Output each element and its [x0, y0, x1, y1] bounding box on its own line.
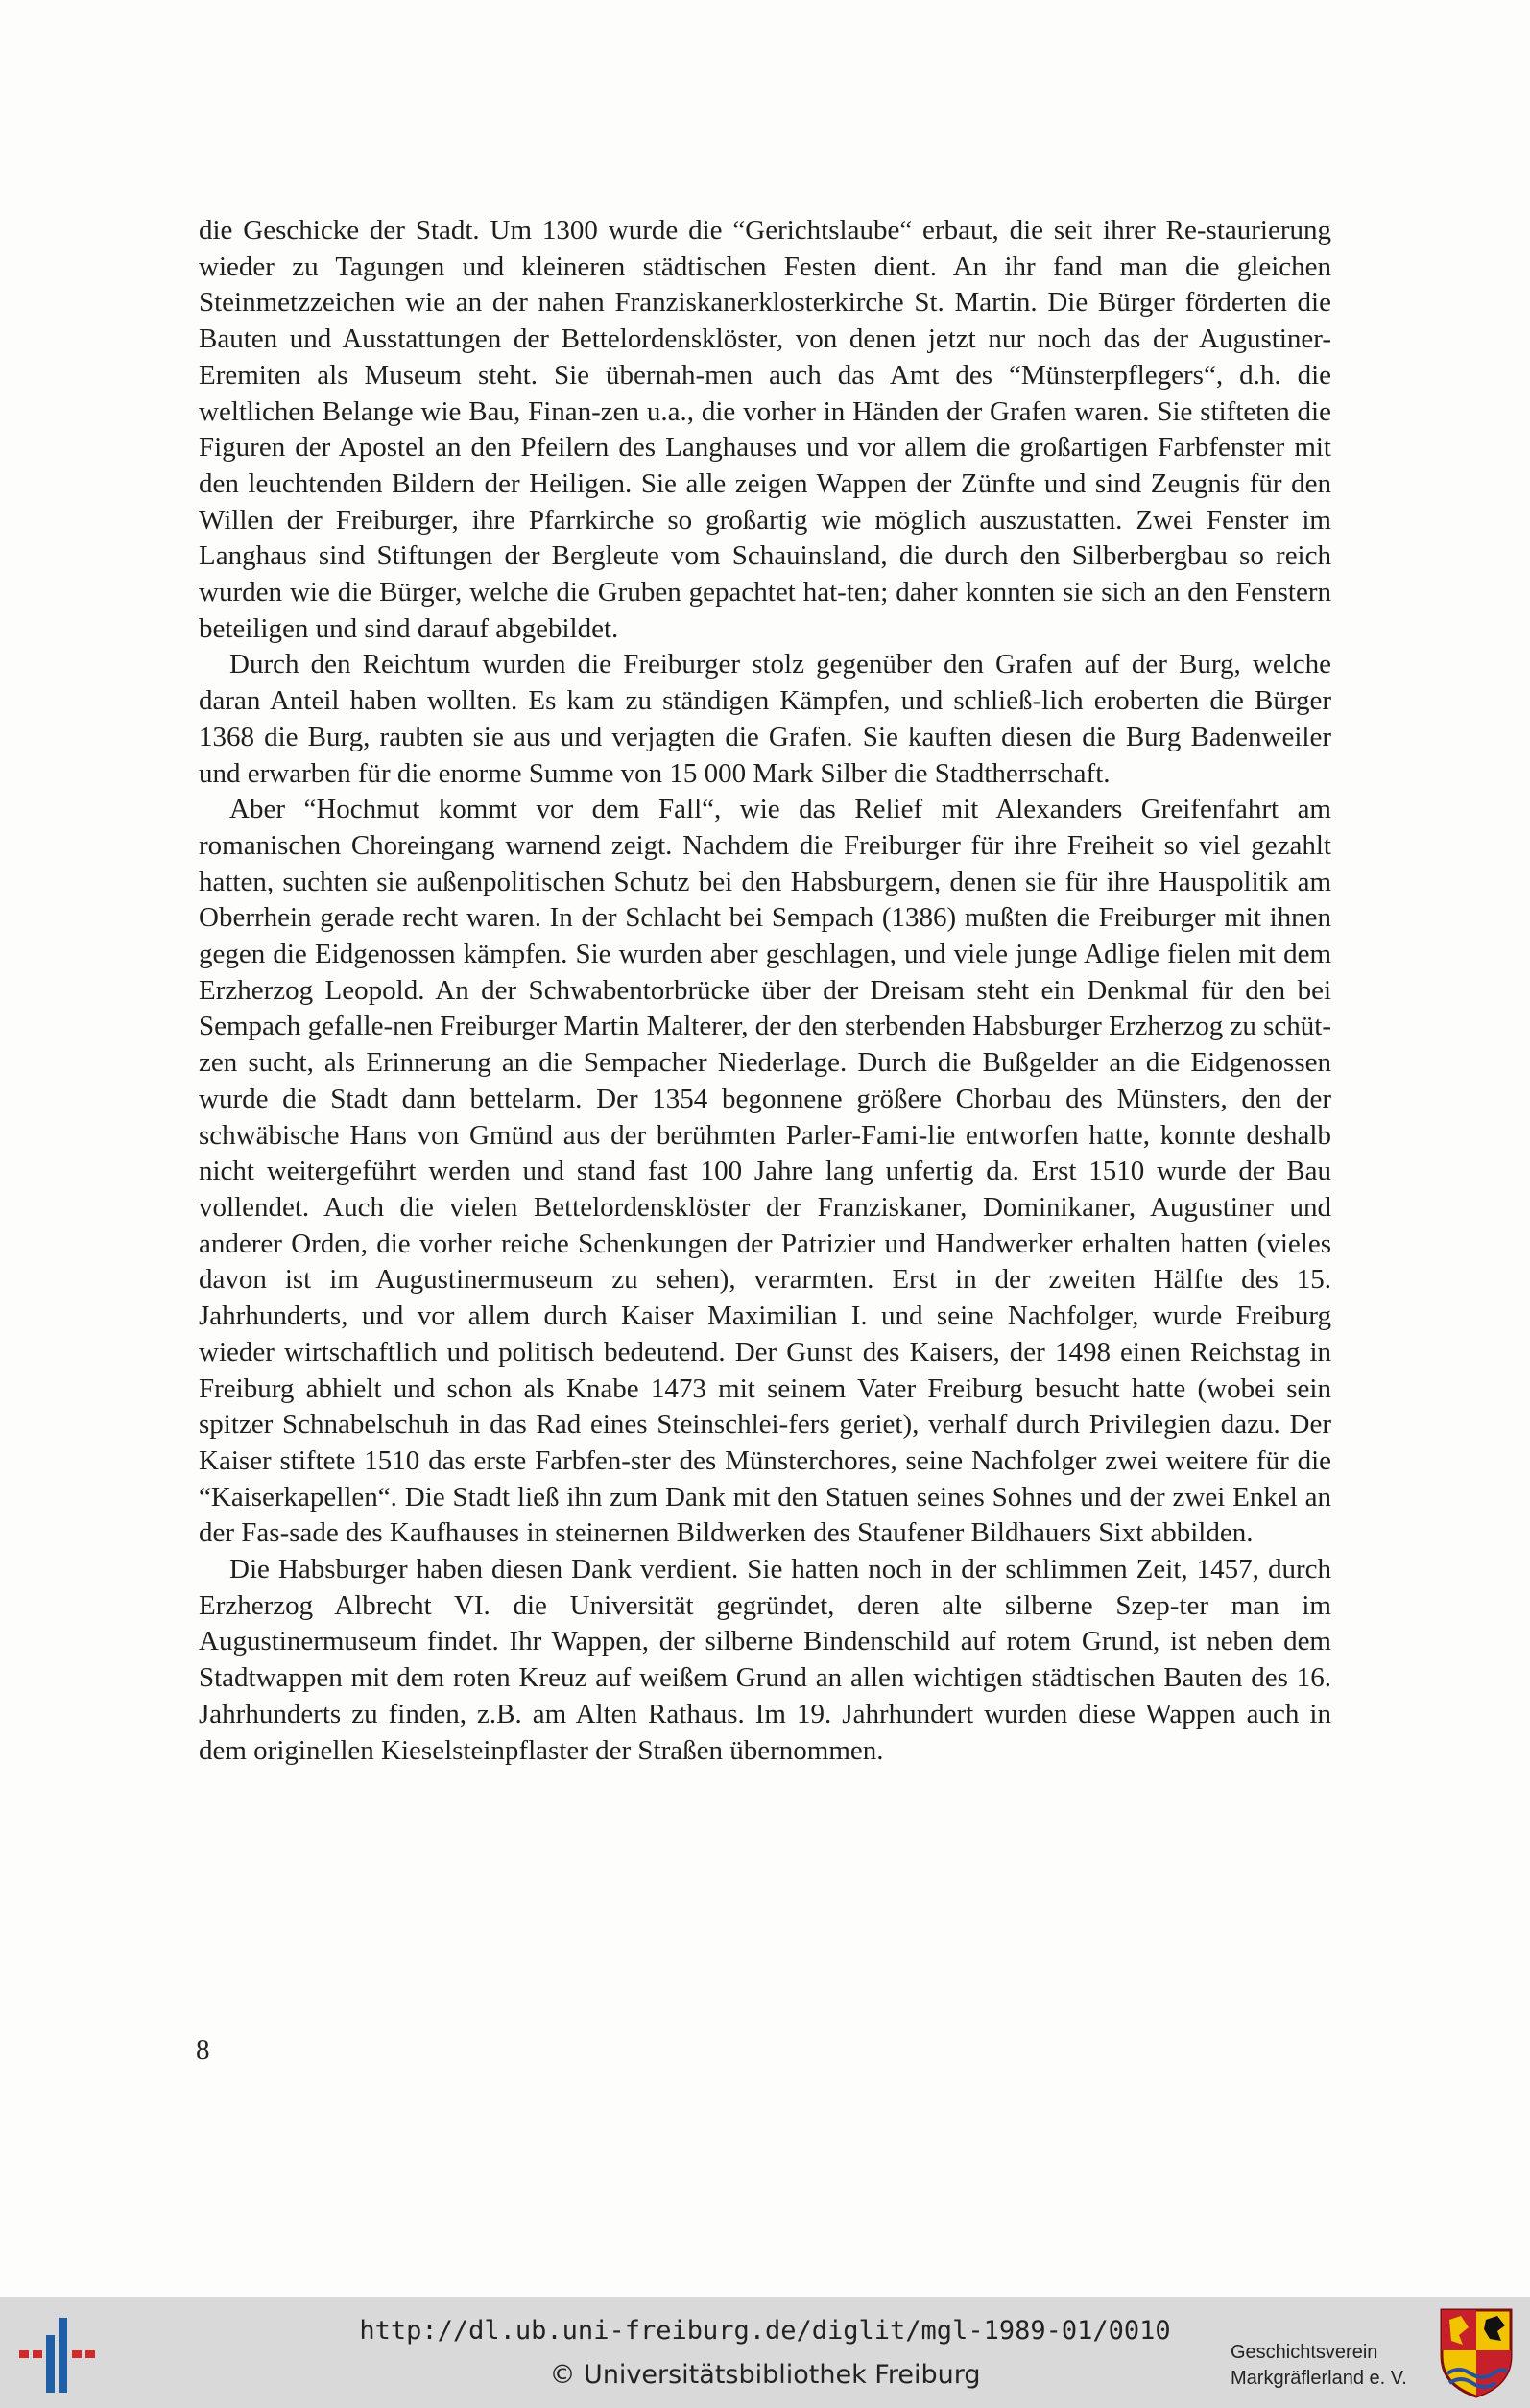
- body-text: [199, 213, 1331, 1769]
- coat-of-arms-icon: [1438, 2306, 1515, 2398]
- paragraph-4: Die Habsburger haben diesen Dank verdient. Sie hatten noch in der schlimmen Zeit, 1457, durch Erzherzog Albrecht VI. die Universität gegründet, deren alte silberne Szep-ter man im Augustinermuseum findet. Ihr Wappen, der silberne Bindenschild auf rotem Grund, ist neben dem Stadtwappen mit dem roten Kreuz auf weißem Grund an allen wichtigen städtischen Bauten des 16. Jahrhunderts zu finden, z.B. am Alten Rathaus. Im 19. Jahrhundert wurden diese Wappen auch in dem originellen Kieselsteinpflaster der Straßen übernommen.: [199, 1554, 1331, 1766]
- source-url-link[interactable]: http://dl.ub.uni-freiburg.de/diglit/mgl-1989-01/0010: [359, 2316, 1171, 2346]
- society-line-2: Markgräflerland e. V.: [1231, 2368, 1407, 2389]
- society-line-1: Geschichtsverein: [1231, 2342, 1378, 2363]
- paragraph-1: die Geschicke der Stadt. Um 1300 wurde die “Gerichtslaube“ erbaut, die seit ihrer Re-staurierung wieder zu Tagungen und kleineren städtischen Festen dient. An ihr fand man die gleichen Steinmetzzeichen wie an der nahen Franziskanerklosterkirche St. Martin. Die Bürger förderten die Bauten und Ausstattungen der Bettelordensklöster, von denen jetzt nur noch das der Augustiner-Eremiten als Museum steht. Sie übernah-men auch das Amt des “Münsterpflegers“, d.h. die weltlichen Belange wie Bau, Finan-zen u.a., die vorher in Händen der Grafen waren. Sie stifteten die Figuren der Apostel an den Pfeilern des Langhauses und vor allem die großartigen Farbfenster mit den leuchtenden Bildern der Heiligen. Sie alle zeigen Wappen der Zünfte und sind Zeugnis für den Willen der Freiburger, ihre Pfarrkirche so großartig wie möglich auszustatten. Zwei Fenster im Langhaus sind Stiftungen der Bergleute vom Schauinsland, die durch den Silberbergbau so reich wurden wie die Bürger, welche die Gruben gepachtet hat-ten; daher konnten sie sich an den Fenstern beteiligen und sind darauf abgebildet.: [199, 215, 1331, 644]
- page-number: 8: [196, 2035, 210, 2065]
- society-name: [1231, 2340, 1407, 2392]
- paragraph-2: Durch den Reichtum wurden die Freiburger stolz gegenüber den Grafen auf der Burg, welche daran Anteil haben wollten. Es kam zu ständigen Kämpfen, und schließ-lich eroberten die Bürger 1368 die Burg, raubten sie aus und verjagten die Grafen. Sie kauften diesen die Burg Badenweiler und erwarben für die enorme Summe von 15 000 Mark Silber die Stadtherrschaft.: [199, 649, 1331, 789]
- copyright-notice: © Universitätsbibliothek Freiburg: [549, 2360, 981, 2390]
- paragraph-3: Aber “Hochmut kommt vor dem Fall“, wie das Relief mit Alexanders Greifenfahrt am romanischen Choreingang warnend zeigt. Nachdem die Freiburger für ihre Freiheit so viel gezahlt hatten, suchten sie außenpolitischen Schutz bei den Habsburgern, denen sie für ihre Hauspolitik am Oberrhein gerade recht waren. In der Schlacht bei Sempach (1386) mußten die Freiburger mit ihnen gegen die Eidgenossen kämpfen. Sie wurden aber geschlagen, und viele junge Adlige fielen mit dem Erzherzog Leopold. An der Schwabentorbrücke über der Dreisam steht ein Denkmal für den bei Sempach gefalle-nen Freiburger Martin Malterer, der den sterbenden Habsburger Erzherzog zu schüt-zen sucht, als Erinnerung an die Sempacher Niederlage. Durch die Bußgelder an die Eidgenossen wurde die Stadt dann bettelarm. Der 1354 begonnene größere Chorbau des Münsters, den der schwäbische Hans von Gmünd aus der berühmten Parler-Fami-lie entworfen hatte, konnte deshalb nicht weitergeführt werden und stand fast 100 Jahre lang unfertig da. Erst 1510 wurde der Bau vollendet. Auch die vielen Bettelordensklöster der Franziskaner, Dominikaner, Augustiner und anderer Orden, die vorher reiche Schenkungen der Patrizier und Handwerker erhalten hatten (vieles davon ist im Augustinermuseum zu sehen), verarmten. Erst in der zweiten Hälfte des 15. Jahrhunderts, und vor allem durch Kaiser Maximilian I. und seine Nachfolger, wurde Freiburg wieder wirtschaftlich und politisch bedeutend. Der Gunst des Kaisers, der 1498 einen Reichstag in Freiburg abhielt und schon als Knabe 1473 mit seinem Vater Freiburg besucht hatte (wobei sein spitzer Schnabelschuh in das Rad eines Steinschlei-fers geriet), verhalf durch Privilegien dazu. Der Kaiser stiftete 1510 das erste Farbfen-ster des Münsterchores, seine Nachfolger zwei weitere für die “Kaiserkapellen“. Die Stadt ließ ihn zum Dank mit den Statuen seines Sohnes und der zwei Enkel an der Fas-sade des Kaufhauses in steinernen Bildwerken des Staufener Bildhauers Sixt abbilden.: [199, 794, 1331, 1549]
- footer-bar: [0, 2297, 1530, 2408]
